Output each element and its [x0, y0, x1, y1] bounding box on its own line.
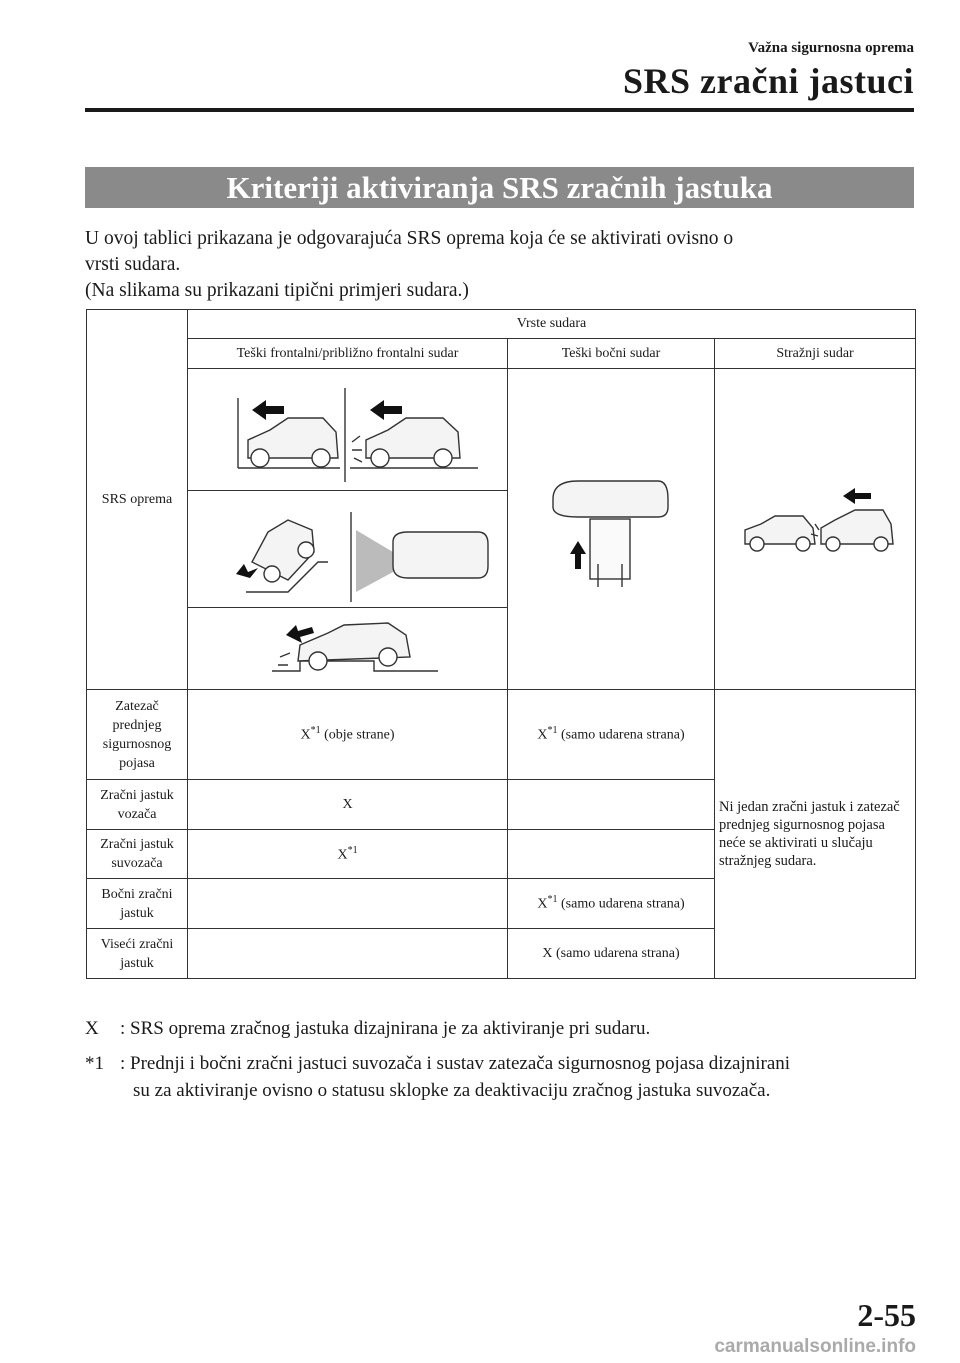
chapter-title: SRS zračni jastuci: [623, 61, 914, 101]
group-header: Vrste sudara: [188, 310, 916, 339]
intro-text: [85, 226, 915, 304]
side-crash-illustration: [508, 469, 713, 589]
side-cell: [508, 780, 715, 830]
row-label: Zračni jastuk vozača: [87, 780, 188, 830]
frontal-cell: $X^{*1}$ (obje strane): [188, 690, 508, 780]
column-header-frontal: Teški frontalni/približno frontalni sudar: [188, 339, 508, 369]
header-rule: [85, 108, 914, 112]
frontal-cell: [188, 879, 508, 929]
frontal-crash-illustration: [188, 370, 506, 490]
row-label: Bočni zračni jastuk: [87, 879, 188, 929]
rear-crash-illustration-cell: [715, 369, 916, 690]
row-label: Viseći zračni jastuk: [87, 929, 188, 979]
section-banner: Kriteriji aktiviranja SRS zračnih jastuka: [85, 167, 914, 208]
watermark: carmanualsonline.info: [714, 1336, 916, 1357]
side-cell: $X^{*1}$ (samo udarena strana): [508, 690, 715, 780]
intro-line: (Na slikama su prikazani tipični primjeri sudara.): [85, 280, 469, 301]
intro-line: U ovoj tablici prikazana je odgovarajuća SRS oprema koja će se aktivirati ovisno o: [85, 228, 734, 249]
frontal-cell: $X^{*1}$: [188, 830, 508, 879]
frontal-illustration-1: [188, 369, 508, 491]
frontal-illustration-2: [188, 491, 508, 608]
intro-line: vrsti sudara.: [85, 254, 181, 275]
angled-crash-illustration: [188, 492, 506, 607]
side-cell: X (samo udarena strana): [508, 929, 715, 979]
page-number: 2-55: [857, 1297, 916, 1333]
column-header-rear: Stražnji sudar: [715, 339, 916, 369]
row-label: Zračni jastuk suvozača: [87, 830, 188, 879]
frontal-cell: X: [188, 780, 508, 830]
rear-crash-note: Ni jedan zračni jastuk i zatezač prednjeg sigurnosnog pojasa neće se aktivirati u slučaju stražnjeg sudara.: [715, 690, 916, 979]
activation-criteria-table: [86, 309, 916, 979]
table-corner-cell: SRS oprema: [87, 310, 188, 690]
row-label: Zatezač prednjeg sigurnosnog pojasa: [87, 690, 188, 780]
offset-crash-illustration: [188, 609, 506, 689]
rear-crash-illustration: [715, 484, 914, 574]
frontal-cell: [188, 929, 508, 979]
column-header-side: Teški bočni sudar: [508, 339, 715, 369]
frontal-illustration-3: [188, 608, 508, 690]
section-title: Važna sigurnosna oprema: [748, 40, 914, 56]
side-cell: $X^{*1}$ (samo udarena strana): [508, 879, 715, 929]
side-crash-illustration-cell: [508, 369, 715, 690]
side-cell: [508, 830, 715, 879]
